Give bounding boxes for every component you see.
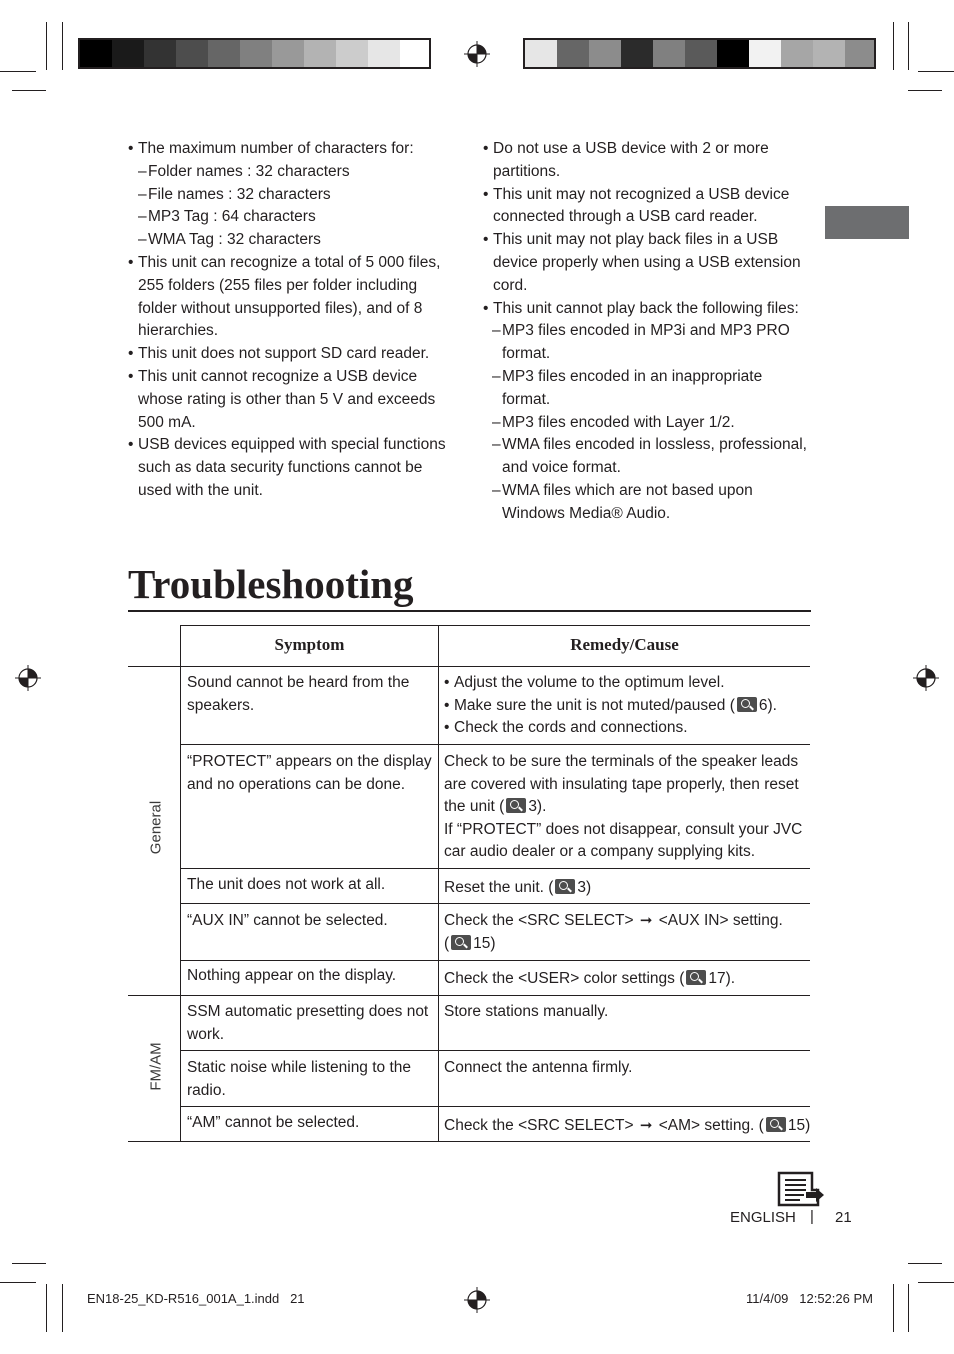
crop-mark	[62, 22, 63, 70]
table-rule	[181, 1106, 810, 1107]
remedy-cell	[444, 910, 806, 955]
grayscale-color-bar	[78, 38, 431, 69]
list-subitem: – Folder names : 32 characters	[128, 161, 453, 184]
list-subitem: – MP3 files encoded with Layer 1/2.	[483, 412, 808, 435]
table-rule	[181, 1050, 810, 1051]
crop-mark	[46, 22, 47, 70]
list-item: • This unit does not support SD card reader.	[128, 343, 453, 366]
arrow-right-icon: ➞	[639, 1117, 653, 1134]
crop-mark	[893, 22, 894, 70]
table-rule	[180, 625, 181, 1142]
remedy-text: Check to be sure the terminals of the speaker leads are covered with insulating tape properly, then reset the unit (	[444, 753, 799, 815]
list-item: • USB devices equipped with special functions such as data security functions cannot be used with the unit.	[128, 434, 453, 502]
remedy-cell	[444, 968, 806, 991]
list-item: • This unit may not play back files in a USB device properly when using a USB extension cord.	[483, 229, 808, 297]
group-label-general: General	[147, 800, 165, 855]
registration-mark-icon	[464, 1287, 490, 1313]
list-subitem: – WMA files encoded in lossless, professional, and voice format.	[483, 434, 808, 480]
table-rule	[181, 868, 810, 869]
footer-date-time: 11/4/09 12:52:26 PM	[746, 1291, 873, 1306]
list-subitem: – WMA Tag : 32 characters	[128, 229, 453, 252]
table-rule	[128, 666, 810, 667]
header-symptom: Symptom	[274, 635, 345, 654]
remedy-text: Check the cords and connections.	[454, 719, 688, 736]
remedy-cell	[444, 877, 806, 900]
list-item: • Do not use a USB device with 2 or more partitions.	[483, 138, 808, 184]
remedy-cell	[444, 1115, 811, 1138]
remedy-text: Check the <USER> color settings (	[444, 970, 685, 987]
symptom-cell: Static noise while listening to the radio.	[187, 1059, 412, 1099]
magnifier-reference-icon	[506, 798, 526, 813]
list-subitem: – File names : 32 characters	[128, 184, 453, 207]
list-item: • The maximum number of characters for:	[128, 138, 453, 161]
page-number: 21	[835, 1209, 852, 1226]
thumb-tab	[825, 206, 909, 239]
table-rule	[181, 625, 810, 626]
notes-document-icon	[776, 1170, 826, 1208]
registration-mark-icon	[464, 41, 490, 67]
table-rule	[181, 903, 810, 904]
remedy-cell: • Adjust the volume to the optimum level. • Make sure the unit is not muted/paused ( 6). • Check the cords and connections.	[444, 674, 777, 736]
crop-mark	[908, 90, 942, 91]
symptom-cell: The unit does not work at all.	[187, 876, 386, 893]
registration-mark-icon	[913, 665, 939, 691]
remedy-text: If “PROTECT” does not disappear, consult your JVC car audio dealer or a company supplying kits.	[444, 820, 803, 860]
list-subitem: – MP3 files encoded in an inappropriate format.	[483, 366, 808, 412]
table-rule	[181, 960, 810, 961]
remedy-text: Reset the unit. (	[444, 879, 554, 896]
table-rule	[128, 995, 810, 996]
symptom-cell: Sound cannot be heard from the speakers.	[187, 674, 410, 714]
remedy-cell: Store stations manually.	[444, 1003, 609, 1020]
list-subitem: – MP3 files encoded in MP3i and MP3 PRO format.	[483, 320, 808, 366]
remedy-text: Check the <SRC SELECT>	[444, 1117, 634, 1134]
arrow-right-icon: ➞	[639, 912, 653, 929]
symptom-cell: “PROTECT” appears on the display and no operations can be done.	[187, 753, 432, 793]
crop-mark	[918, 1282, 954, 1283]
list-subitem: – WMA files which are not based upon Windows Media® Audio.	[483, 480, 808, 526]
crop-mark	[0, 71, 36, 72]
footer-separator: |	[810, 1208, 814, 1225]
remedy-text: 3).	[528, 798, 547, 815]
remedy-text: 15)	[787, 1117, 811, 1134]
table-rule	[438, 625, 439, 1142]
remedy-text: 3)	[577, 879, 592, 896]
symptom-cell: SSM automatic presetting does not work.	[187, 1003, 429, 1043]
crop-mark	[12, 1263, 46, 1264]
table-rule	[128, 1141, 810, 1142]
list-item: • This unit may not recognized a USB device connected through a USB card reader.	[483, 184, 808, 230]
list-item: • This unit cannot play back the following files:	[483, 298, 808, 321]
right-column	[483, 138, 808, 526]
crop-mark	[908, 1284, 909, 1332]
list-item: • This unit cannot recognize a USB device whose rating is other than 5 V and exceeds 500 mA.	[128, 366, 453, 434]
remedy-text: Adjust the volume to the optimum level.	[454, 674, 725, 691]
remedy-text: <AM> setting. (	[658, 1117, 764, 1134]
symptom-cell: “AM” cannot be selected.	[187, 1114, 360, 1131]
remedy-text: <AUX IN> setting.	[658, 912, 783, 929]
remedy-text: Make sure the unit is not muted/paused (	[454, 696, 735, 714]
footer-file-name: EN18-25_KD-R516_001A_1.indd 21	[87, 1291, 305, 1306]
remedy-cell: Connect the antenna firmly.	[444, 1059, 633, 1076]
remedy-cell	[444, 751, 806, 864]
remedy-text: 17).	[708, 970, 736, 987]
list-subitem: – MP3 Tag : 64 characters	[128, 206, 453, 229]
crop-mark	[908, 1263, 942, 1264]
registration-mark-icon	[15, 665, 41, 691]
group-label-fmam: FM/AM	[147, 1042, 165, 1091]
symptom-cell: Nothing appear on the display.	[187, 967, 397, 984]
table-rule	[181, 744, 810, 745]
remedy-text: (	[444, 934, 450, 952]
crop-mark	[46, 1284, 47, 1332]
crop-mark	[908, 22, 909, 70]
magnifier-reference-icon	[737, 697, 757, 712]
page-title: Troubleshooting	[128, 558, 811, 612]
left-column	[128, 138, 453, 503]
magnifier-reference-icon	[766, 1117, 786, 1132]
symptom-cell: “AUX IN” cannot be selected.	[187, 912, 388, 929]
remedy-text: Check the <SRC SELECT>	[444, 912, 634, 929]
list-item: • This unit can recognize a total of 5 000 files, 255 folders (255 files per folder including folder without unsupported files), and of 8 hierarchies.	[128, 252, 453, 343]
crop-mark	[12, 90, 46, 91]
remedy-text: 15)	[473, 934, 496, 952]
magnifier-reference-icon	[686, 970, 706, 985]
crop-mark	[0, 1282, 36, 1283]
magnifier-reference-icon	[555, 879, 575, 894]
header-remedy: Remedy/Cause	[570, 635, 679, 654]
footer-language: ENGLISH	[730, 1209, 796, 1226]
crop-mark	[918, 71, 954, 72]
tone-color-bar	[523, 38, 876, 69]
magnifier-reference-icon	[451, 935, 471, 950]
crop-mark	[893, 1284, 894, 1332]
remedy-text: 6).	[758, 696, 777, 714]
crop-mark	[62, 1284, 63, 1332]
